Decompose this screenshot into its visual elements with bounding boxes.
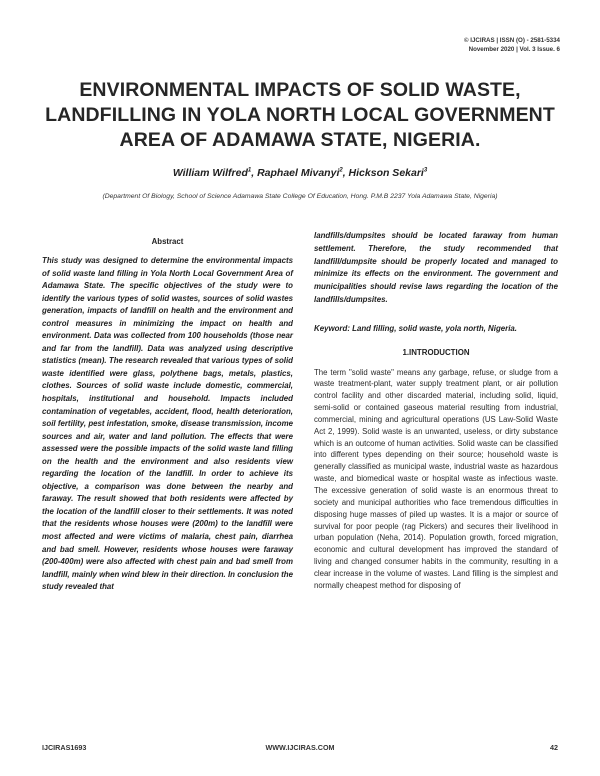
introduction-body: The term "solid waste" means any garbage, refuse, or sludge from a waste treatment-plant, water supply treatment plant, or air pollution control facility and other discarded material, including solid, liquid, semi-solid or contained gaseous material resulting from industrial, commercial, mining and agricultural operations (US Law-Solid Waste Act 2, 1999). Solid waste is an unwanted, useless, or dirty substance which is an outcome of human activities. Solid waste can be classified into different types depending on their source; household waste is generally classified as municipal waste, industrial waste as hazardous waste, and biomedical waste or hospital waste as infectious waste. The excessive generation of solid waste is an enormous threat to society and municipal authorities who face tremendous difficulties in disposing huge masses of piled up wastes. It is a major or source of survival for poor people (rag Pickers) and secures their livelihood in urban population (Neha, 2014). Population growth, forced migration, economic and cultural development has improved the standard of living and changed consumer habits in the community, resulting in a clear increase in the volume of wastes. Land filling is the simplest and normally cheapest method for disposing of [314,367,558,590]
authors-line [40,167,560,179]
author-separator: , [251,167,258,179]
author-affil-mark: 3 [423,167,428,174]
journal-issn: © IJCIRAS | ISSN (O) - 2581-5334 [463,37,560,44]
footer-paper-id: IJCIRAS1693 [42,743,87,752]
footer-website: WWW.IJCIRAS.COM [265,743,335,752]
abstract-body: This study was designed to determine the environmental impacts of solid waste land filling in Yola North Local Government Area of Adamawa State. The specific objectives of the study were to identify the various types of solid wastes, sources of solid wastes generation, impacts of landfill on health and the environment and control measures in minimizing the impact on health and environment. Data was collected from 100 households (those near and far from the landfill). Data was analyzed using descriptive statistics (mean). The research revealed that various types of solid waste identified were glass, polythene bags, metals, plastics, clothes. Sources of solid waste include domestic, commercial, hospitals, institutional and household. Impacts included contamination of vegetables, accident, flood, health deterioration, soil fertility, pest infestation, smoke, disease transmission, income sources and air, water and land pollution. The effects that were assessed were the possible impacts of the solid waste land filling on the health and the environment and also residents view regarding the location of the landfill. In order to achieve its objective, a comparison was done between the nearby and faraway. The result showed that both residents were affected by the location of the landfill closer to their settlements. It was noted that the residents whose houses were (200m) to the landfill were most affected and were victims of malaria, chest pain, diarrhea and bad smell. However, residents whose houses were faraway (200-400m) were also affected with chest pain and bad smell from landfill, mainly when wind blew in their direction. In conclusion the study revealed that [42,256,293,592]
paper-title: ENVIRONMENTAL IMPACTS OF SOLID WASTE, LANDFILLING IN YOLA NORTH LOCAL GOVERNMENT AREA OF ADAMAWA STATE, NIGERIA. [45,79,555,151]
author-name: Hickson Sekari [348,167,424,179]
abstract-heading: Abstract [151,237,184,246]
keywords: Keyword: Land filling, solid waste, yola north, Nigeria. [314,323,517,333]
author-separator: , [342,167,349,179]
author-affil-mark: 1 [247,167,252,174]
author-affil-mark: 2 [339,167,343,174]
page-number: 42 [550,743,558,752]
left-column [42,237,293,594]
author-name: Raphael Mivanyi [257,167,340,179]
abstract-continuation: landfills/dumpsites should be located faraway from human settlement. Therefore, the study recommended that landfill/dumpsite should be properly located and managed to minimize its effects on the environment. The government and municipalities should revise laws regarding the location of the landfills/dumpsites. [314,231,558,304]
right-column [314,230,558,592]
journal-header [464,36,560,54]
affiliation: (Department Of Biology, School of Science Adamawa State College Of Education, Hong. P.M.B 2237 Yola Adamawa State, Nigeria) [102,193,498,200]
journal-issue: November 2020 | Vol. 3 Issue. 6 [468,46,560,53]
author-name: William Wilfred [172,167,248,179]
section-heading-introduction: 1.INTRODUCTION [402,347,470,357]
